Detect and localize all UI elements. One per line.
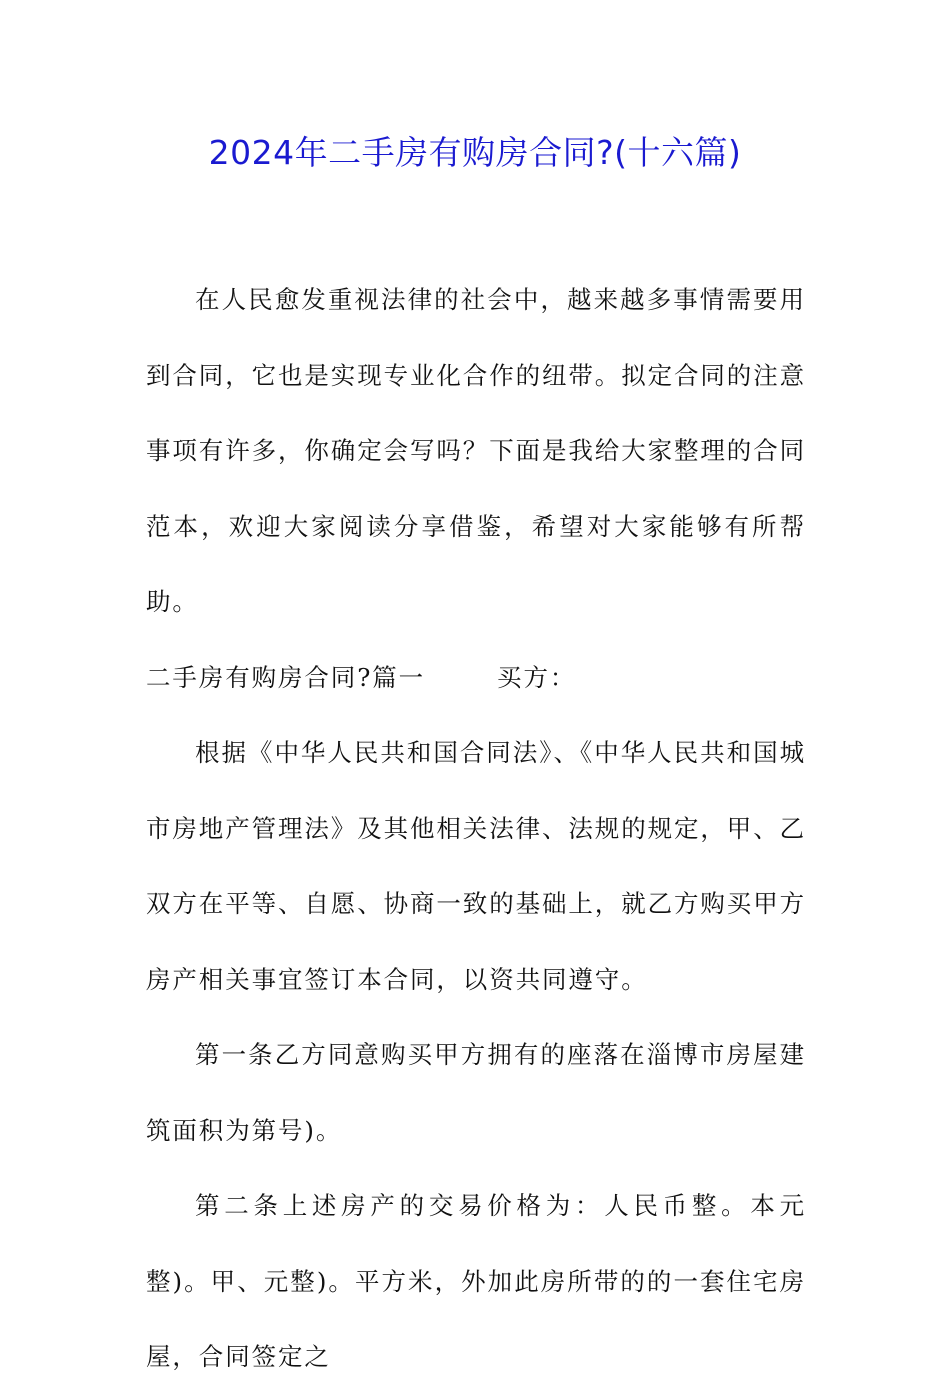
paragraph-article-2: 第二条上述房产的交易价格为：人民币整。本元整)。甲、元整)。平方米，外加此房所带的的一套住宅房屋，合同签定之 (146, 1191, 806, 1371)
paragraph-article-1: 第一条乙方同意购买甲方拥有的座落在淄博市房屋建筑面积为第号)。 (146, 1040, 806, 1145)
document-title: 2024年二手房有购房合同?(十六篇) (208, 133, 742, 172)
intro-paragraph: 在人民愈发重视法律的社会中，越来越多事情需要用到合同，它也是实现专业化合作的纽带。拟定合同的注意事项有许多，你确定会写吗？下面是我给大家整理的合同范本，欢迎大家阅读分享借鉴，希望对大家能够有所帮助。 (146, 285, 806, 616)
document-body (146, 262, 806, 1395)
section-heading: 二手房有购房合同?篇一 (146, 662, 426, 692)
section-heading-line (146, 640, 806, 716)
buyer-label: 买方： (497, 662, 577, 692)
paragraph-legal-basis: 根据《中华人民共和国合同法》、《中华人民共和国城市房地产管理法》及其他相关法律、法规的规定，甲、乙双方在平等、自愿、协商一致的基础上，就乙方购买甲方房产相关事宜签订本合同，以资共同遵守。 (146, 738, 806, 994)
